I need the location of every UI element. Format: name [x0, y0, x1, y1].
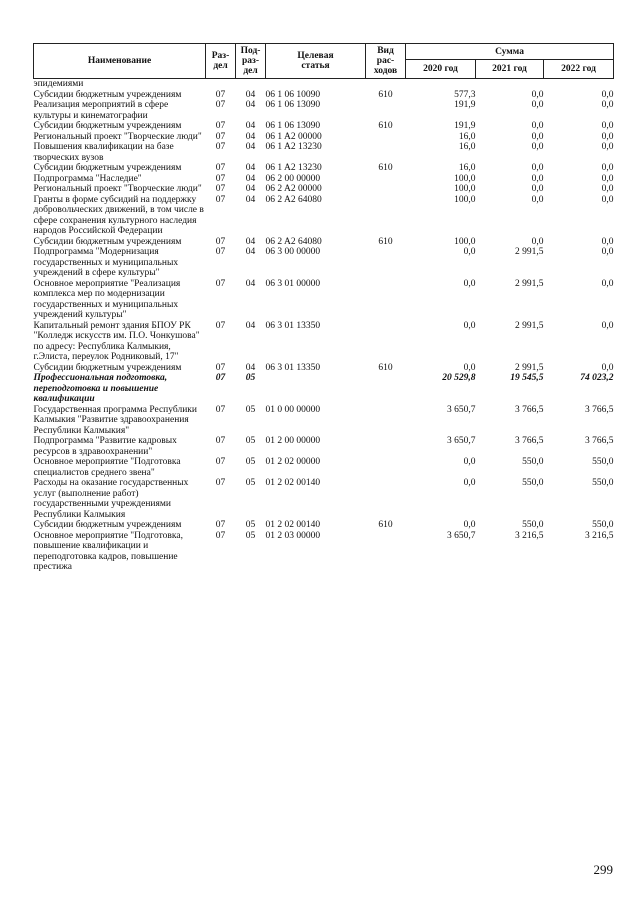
header-target [266, 44, 366, 79]
header-year-2021: 2021 год [476, 60, 544, 79]
header-vid-line: Вид [377, 46, 394, 56]
table-row [34, 163, 614, 174]
table-row [34, 195, 614, 237]
row-sum-2020: 100,0 [454, 173, 476, 184]
row-target: 06 1 06 13090 [265, 100, 321, 110]
table-row [34, 237, 614, 248]
row-sum-2020: 0,0 [463, 247, 476, 257]
row-target: 06 3 01 00000 [265, 278, 321, 289]
row-name: Региональный проект "Творческие люди" [33, 184, 202, 194]
row-sum-2021 [476, 79, 544, 90]
row-razdel: 07 [215, 163, 226, 173]
table-row [34, 121, 614, 132]
row-sum-2022: 0,0 [601, 89, 614, 100]
row-target: 01 2 03 00000 [265, 530, 321, 541]
row-name: Основное мероприятие "Подготовка специалистов среднего звена" [33, 457, 181, 478]
row-podrazdel: 05 [245, 520, 256, 530]
row-sum-2021: 0,0 [531, 89, 544, 100]
row-razdel: 07 [215, 373, 226, 383]
row-sum-2021: 550,0 [522, 457, 544, 467]
row-sum-2022: 0,0 [601, 247, 614, 257]
row-sum-2021: 3 216,5 [515, 530, 544, 541]
row-target: 06 2 A2 64080 [265, 194, 322, 205]
row-sum-2021: 0,0 [531, 100, 544, 110]
header-podrazdel-line: раз- [241, 56, 259, 66]
row-razdel: 07 [215, 320, 226, 331]
row-podrazdel: 04 [245, 320, 256, 331]
page-number: 299 [593, 862, 613, 877]
row-sum-2022: 0,0 [601, 320, 614, 331]
header-vid [366, 44, 406, 79]
row-razdel: 07 [215, 520, 226, 530]
row-razdel: 07 [215, 404, 226, 415]
row-name: Основное мероприятие "Подготовка, повышение квалификации и переподготовка кадров, повышение престижа [33, 530, 183, 572]
header-vid-line: рас- [376, 56, 395, 66]
row-razdel: 07 [215, 530, 226, 541]
row-name: Субсидии бюджетным учреждениям [33, 121, 182, 131]
row-vid [366, 531, 406, 573]
table-row [34, 142, 614, 163]
row-sum-2020: 3 650,7 [447, 530, 476, 541]
row-sum-2022: 0,0 [601, 362, 614, 373]
row-podrazdel: 05 [245, 478, 256, 488]
row-podrazdel: 04 [245, 89, 256, 100]
row-podrazdel: 04 [245, 121, 256, 131]
row-sum-2020: 0,0 [463, 520, 476, 530]
header-podrazdel [236, 44, 266, 79]
table-row [34, 79, 614, 90]
row-sum-2020: 191,9 [454, 121, 476, 131]
row-podrazdel: 05 [245, 436, 256, 446]
row-sum-2022: 0,0 [601, 278, 614, 289]
row-sum-2022: 0,0 [601, 163, 614, 173]
table-row [34, 531, 614, 573]
budget-table [33, 43, 614, 573]
row-name: Подпрограмма "Наследие" [33, 173, 142, 184]
row-razdel [206, 79, 236, 90]
row-sum-2022: 0,0 [601, 131, 614, 142]
row-vid [366, 174, 406, 185]
row-sum-2022: 3 216,5 [585, 530, 614, 541]
header-year-2022: 2022 год [544, 60, 614, 79]
table-row [34, 363, 614, 374]
row-sum-2022: 550,0 [592, 478, 614, 488]
row-podrazdel: 04 [245, 247, 256, 257]
row-name: Реализация мероприятий в сфере культуры и кинематографии [33, 100, 169, 121]
row-sum-2021: 2 991,5 [515, 278, 544, 289]
row-vid [366, 478, 406, 520]
table-row [34, 436, 614, 457]
header-podrazdel-line: Под- [240, 46, 261, 56]
row-target: 06 1 06 13090 [265, 121, 321, 131]
row-podrazdel: 05 [245, 457, 256, 467]
row-sum-2021: 550,0 [522, 478, 544, 488]
row-sum-2020: 0,0 [463, 278, 476, 289]
row-name: Субсидии бюджетным учреждениям [33, 362, 182, 373]
row-target: 01 2 02 00140 [265, 478, 321, 488]
table-row [34, 132, 614, 143]
row-sum-2021: 2 991,5 [515, 362, 544, 373]
row-sum-2021: 19 545,5 [510, 373, 544, 383]
row-name: Субсидии бюджетным учреждениям [33, 89, 182, 100]
row-sum-2020: 3 650,7 [447, 404, 476, 415]
row-sum-2021: 2 991,5 [515, 320, 544, 331]
row-sum-2022: 0,0 [601, 173, 614, 184]
table-row [34, 520, 614, 531]
row-target: 06 3 00 00000 [265, 247, 321, 257]
header-podrazdel-line: дел [243, 66, 258, 76]
row-target: 01 2 02 00140 [265, 520, 321, 530]
row-razdel: 07 [215, 236, 226, 247]
row-razdel: 07 [215, 478, 226, 488]
row-sum-2021: 0,0 [531, 163, 544, 173]
row-vid [366, 436, 406, 457]
row-sum-2020: 100,0 [454, 184, 476, 194]
table-row [34, 405, 614, 437]
row-sum-2020: 0,0 [463, 457, 476, 467]
row-razdel: 07 [215, 194, 226, 205]
row-sum-2022: 3 766,5 [585, 404, 614, 415]
row-sum-2021: 0,0 [531, 142, 544, 152]
header-sum: Сумма [406, 44, 614, 60]
row-vid: 610 [378, 89, 393, 100]
row-podrazdel: 04 [245, 142, 256, 152]
row-vid: 610 [378, 520, 393, 530]
table-row [34, 90, 614, 101]
row-vid [366, 132, 406, 143]
row-vid: 610 [378, 362, 393, 373]
row-podrazdel: 04 [245, 173, 256, 184]
row-target: 06 3 01 13350 [265, 362, 321, 373]
row-name: Подпрограмма "Модернизация государственных и муниципальных учреждений в сфере культуры" [33, 247, 179, 278]
header-razdel-line: дел [213, 61, 228, 71]
row-podrazdel: 04 [245, 131, 256, 142]
row-podrazdel: 05 [245, 404, 256, 415]
row-name: Расходы на оказание государственных услуг (выполнение работ) государственными учреждениями Республики Калмыкия [33, 478, 189, 520]
row-sum-2022: 0,0 [601, 184, 614, 194]
row-vid [366, 184, 406, 195]
row-sum-2021: 0,0 [531, 194, 544, 205]
row-target: 06 2 A2 64080 [265, 236, 322, 247]
header-target-line: статья [301, 61, 330, 71]
row-target: 06 1 A2 13230 [265, 163, 322, 173]
table-body [34, 79, 614, 573]
row-sum-2021: 0,0 [531, 184, 544, 194]
row-razdel: 07 [215, 131, 226, 142]
row-vid [366, 247, 406, 279]
row-sum-2021: 0,0 [531, 121, 544, 131]
row-sum-2020: 577,3 [454, 89, 476, 100]
row-vid [366, 195, 406, 237]
table-row [34, 247, 614, 279]
row-sum-2022 [544, 79, 614, 90]
row-razdel: 07 [215, 100, 226, 110]
table-header [34, 44, 614, 79]
row-podrazdel: 05 [245, 530, 256, 541]
row-vid: 610 [378, 163, 393, 173]
row-sum-2020: 20 529,8 [442, 373, 476, 383]
row-razdel: 07 [215, 184, 226, 194]
row-razdel: 07 [215, 436, 226, 446]
row-sum-2022: 0,0 [601, 142, 614, 152]
row-sum-2021: 0,0 [531, 173, 544, 184]
row-target: 06 1 06 10090 [265, 89, 321, 100]
row-podrazdel [236, 79, 266, 90]
row-sum-2020: 191,9 [454, 100, 476, 110]
row-sum-2022: 0,0 [601, 100, 614, 110]
row-name: Подпрограмма "Развитие кадровых ресурсов в здравоохранении" [33, 436, 177, 457]
row-razdel: 07 [215, 142, 226, 152]
row-target: 01 0 00 00000 [265, 404, 321, 415]
row-target: 01 2 00 00000 [265, 436, 321, 446]
row-sum-2022: 550,0 [592, 520, 614, 530]
header-year-2020: 2020 год [406, 60, 476, 79]
table-row [34, 279, 614, 321]
table-row [34, 184, 614, 195]
header-vid-line: ходов [373, 66, 398, 76]
row-razdel: 07 [215, 121, 226, 131]
row-razdel: 07 [215, 89, 226, 100]
row-podrazdel: 05 [245, 373, 256, 383]
row-vid [366, 373, 406, 405]
row-sum-2021: 2 991,5 [515, 247, 544, 257]
row-podrazdel: 04 [245, 184, 256, 194]
row-name: Гранты в форме субсидий на поддержку добровольческих движений, в том числе в сфере сохранения культурного наследия народов Российской Федерации [33, 194, 204, 236]
table-row [34, 100, 614, 121]
table-row [34, 174, 614, 185]
row-sum-2021: 550,0 [522, 520, 544, 530]
row-name: Субсидии бюджетным учреждениям [33, 520, 182, 530]
row-sum-2020: 16,0 [458, 142, 476, 152]
row-sum-2020: 0,0 [463, 362, 476, 373]
row-name: Повышения квалификации на базе творческих вузов [33, 142, 174, 163]
row-razdel: 07 [215, 173, 226, 184]
table-row [34, 457, 614, 478]
row-target: 06 2 00 00000 [265, 173, 321, 184]
row-razdel: 07 [215, 457, 226, 467]
row-target: 06 3 01 13350 [265, 320, 321, 331]
row-vid: 610 [378, 236, 393, 247]
row-vid [366, 457, 406, 478]
header-name: Наименование [34, 44, 206, 79]
row-sum-2020: 16,0 [458, 131, 476, 142]
row-sum-2022: 0,0 [601, 121, 614, 131]
row-vid [366, 100, 406, 121]
row-sum-2021: 3 766,5 [515, 436, 544, 446]
row-target: 06 1 A2 00000 [265, 131, 322, 142]
header-razdel-line: Раз- [211, 51, 230, 61]
row-target [266, 79, 366, 90]
row-vid [366, 79, 406, 90]
row-sum-2021: 0,0 [531, 236, 544, 247]
row-sum-2022: 0,0 [601, 236, 614, 247]
row-name: Государственная программа Республики Калмыкия "Развитие здравоохранения Республики Калмыкия" [33, 404, 197, 436]
row-name: Субсидии бюджетным учреждениям [33, 236, 182, 247]
row-sum-2020: 0,0 [463, 320, 476, 331]
row-target: 06 2 A2 00000 [265, 184, 322, 194]
table-row [34, 478, 614, 520]
row-vid [366, 142, 406, 163]
row-name: Субсидии бюджетным учреждениям [33, 163, 182, 173]
row-podrazdel: 04 [245, 278, 256, 289]
row-sum-2022: 3 766,5 [585, 436, 614, 446]
table-row [34, 373, 614, 405]
row-podrazdel: 04 [245, 362, 256, 373]
row-name: Региональный проект "Творческие люди" [33, 131, 202, 142]
row-razdel: 07 [215, 278, 226, 289]
row-sum-2020: 0,0 [463, 478, 476, 488]
row-vid [366, 321, 406, 363]
row-sum-2021: 3 766,5 [515, 404, 544, 415]
row-vid [366, 405, 406, 437]
row-sum-2022: 74 023,2 [580, 373, 614, 383]
row-sum-2021: 0,0 [531, 131, 544, 142]
row-sum-2022: 0,0 [601, 194, 614, 205]
row-target: 01 2 02 00000 [265, 457, 321, 467]
row-podrazdel: 04 [245, 163, 256, 173]
row-sum-2020: 100,0 [454, 194, 476, 205]
row-podrazdel: 04 [245, 236, 256, 247]
row-sum-2020: 100,0 [454, 236, 476, 247]
row-name: эпидемиями [33, 79, 84, 89]
row-target [266, 373, 366, 405]
row-razdel: 07 [215, 247, 226, 257]
row-sum-2022: 550,0 [592, 457, 614, 467]
row-target: 06 1 A2 13230 [265, 142, 322, 152]
row-name: Капитальный ремонт здания БПОУ РК "Колледж искусств им. П.О. Чонкушова" по адресу: Республика Калмыкия, г.Элиста, переулок Родниковый, 17" [33, 320, 200, 362]
header-razdel [206, 44, 236, 79]
header-target-line: Целевая [297, 51, 334, 61]
row-podrazdel: 04 [245, 100, 256, 110]
row-podrazdel: 04 [245, 194, 256, 205]
row-name: Профессиональная подготовка, переподготовка и повышение квалификации [33, 373, 168, 404]
table-row [34, 321, 614, 363]
row-sum-2020: 16,0 [458, 163, 476, 173]
row-razdel: 07 [215, 362, 226, 373]
row-vid: 610 [378, 121, 393, 131]
row-vid [366, 279, 406, 321]
row-sum-2020: 3 650,7 [447, 436, 476, 446]
row-sum-2020 [406, 79, 476, 90]
row-name: Основное мероприятие "Реализация комплекса мер по модернизации государственных и муниципальных учреждений культуры" [33, 278, 181, 320]
